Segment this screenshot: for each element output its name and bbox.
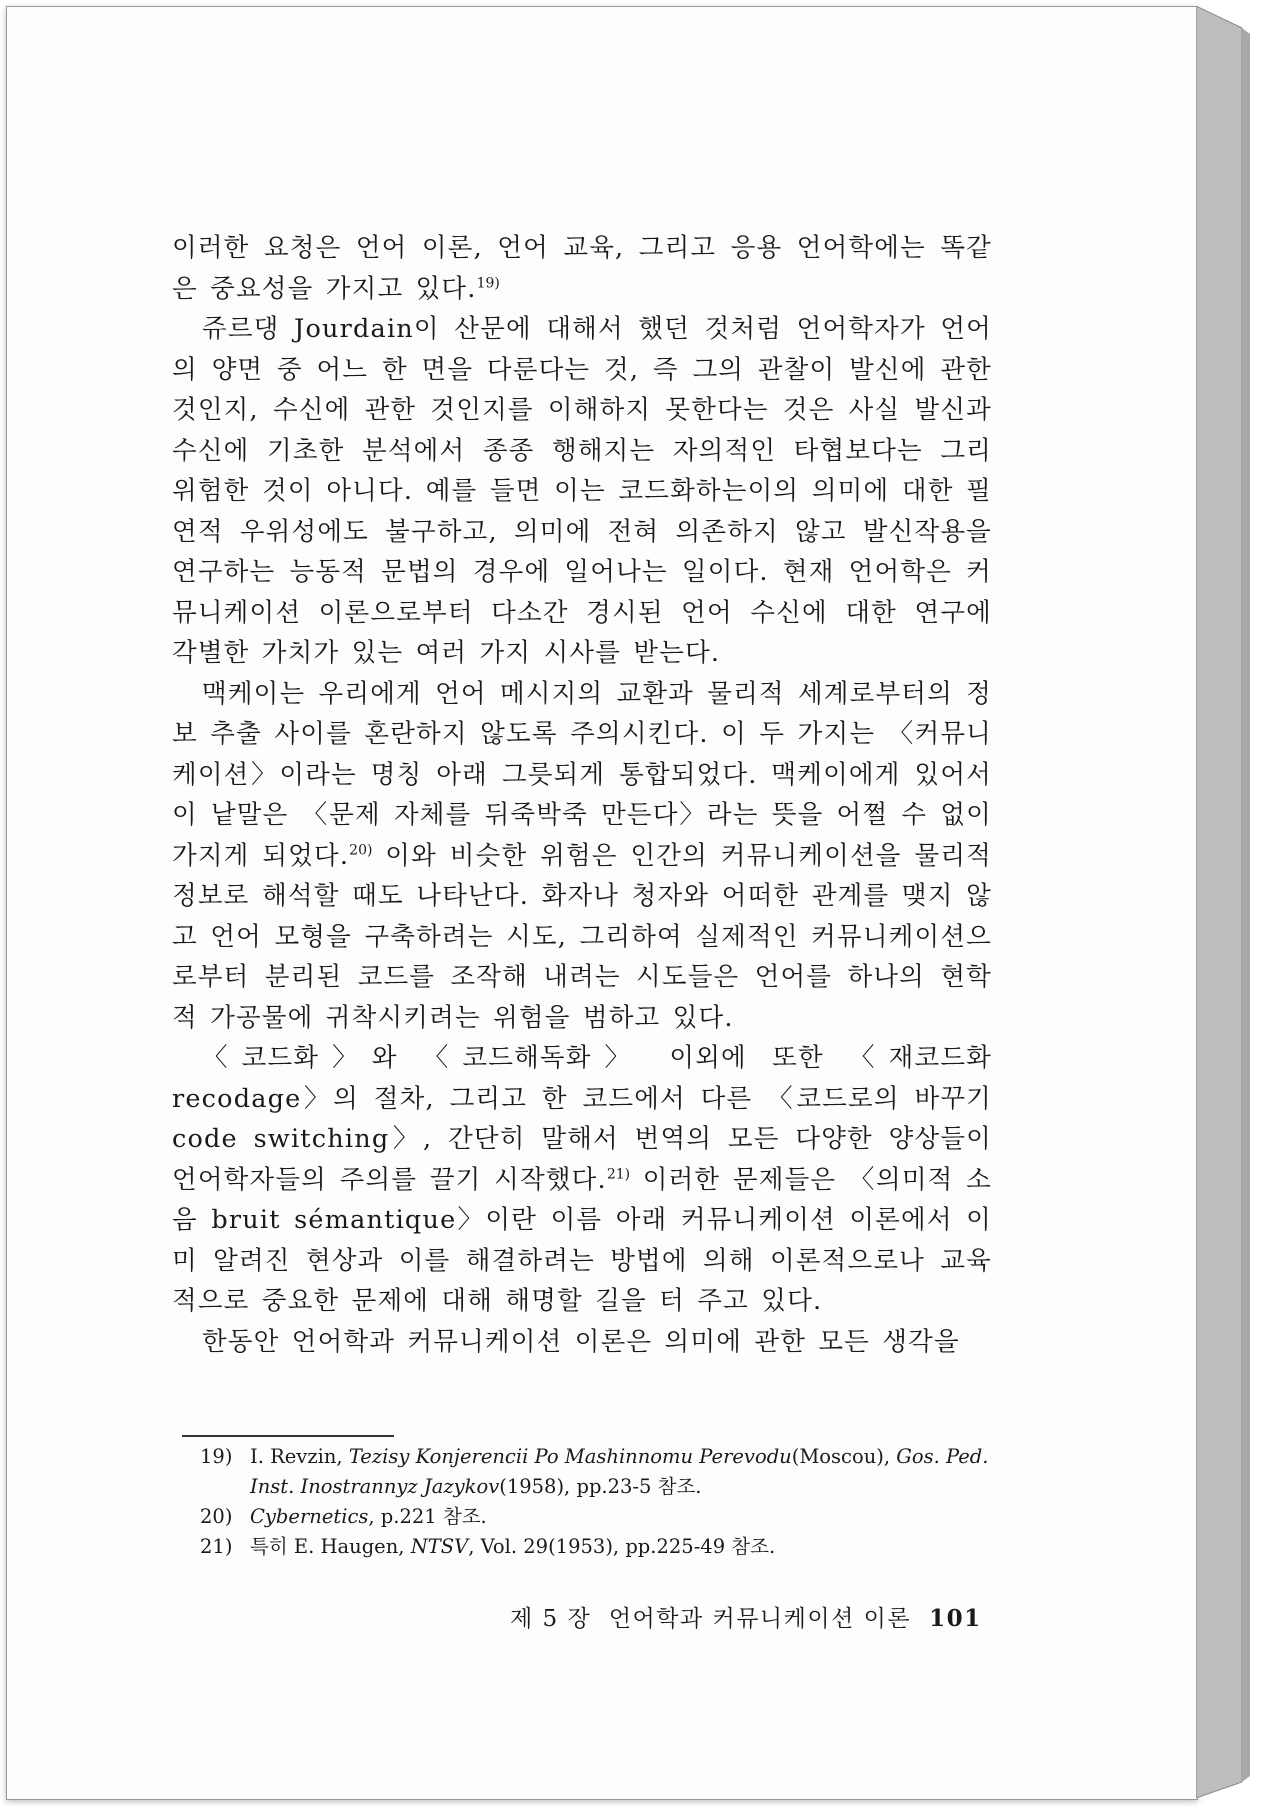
paragraph-4: 〈코드화〉와 〈코드해독화〉 이외에 또한 〈재코드화 recodage〉의 절차, 그리고 한 코드에서 다른 〈코드로의 바꾸기 code switching〉, 간단히 말해서 번역의 모든 다양한 양상들이 언어학자들의 주의를 끌기 시작했다.$^{21)}$ 이러한 문제들은 〈의미적 소음 bruit sémantique〉이란 이름 아래 커뮤니케이션 이론에서 이미 알려진 현상과 이를 해결하려는 방법에 의해 이론적으로나 교육적으로 중요한 문제에 대해 해명할 길을 터 주고 있다. <box>172 1043 992 1316</box>
footnote-ref-19: 19) <box>476 275 500 291</box>
paragraph-5: 한동안 언어학과 커뮤니케이션 이론은 의미에 관한 모든 생각을 <box>202 1326 960 1357</box>
paragraph-1: 이러한 요청은 언어 이론, 언어 교육, 그리고 응용 언어학에는 똑같은 중요성을 가지고 있다.$^{19)}$ <box>172 233 992 304</box>
footnote-21: 21) 특히 E. Haugen, NTSV, Vol. 29(1953), pp.225-49 참조. <box>200 1535 776 1558</box>
body-text <box>172 228 992 1362</box>
footnote-ref-21: 21) <box>606 1166 631 1182</box>
footnote-20: 20) Cybernetics, p.221 참조. <box>200 1505 487 1528</box>
paragraph-3: 맥케이는 우리에게 언어 메시지의 교환과 물리적 세계로부터의 정보 추출 사이를 혼란하지 않도록 주의시킨다. 이 두 가지는 〈커뮤니케이션〉이라는 명칭 아래 그릇되게 통합되었다. 맥케이에게 있어서 이 낱말은 〈문제 자체를 뒤죽박죽 만든다〉라는 뜻을 어쩔 수 없이 가지게 되었다.$^{20)}$ 이와 비슷한 위험은 인간의 커뮤니케이션을 물리적 정보로 해석할 때도 나타난다. 화자나 청자와 어떠한 관계를 맺지 않고 언어 모형을 구축하려는 시도, 그리하여 실제적인 커뮤니케이션으로부터 분리된 코드를 조작해 내려는 시도들은 언어를 하나의 현학적 가공물에 귀착시키려는 위험을 범하고 있다. <box>172 678 992 1033</box>
chapter-title: 제 5 장 언어학과 커뮤니케이션 이론 <box>510 1606 912 1632</box>
footnote-divider <box>182 1435 394 1437</box>
footnote-19: 19) I. Revzin, Tezisy Konjerencii Po Mashinnomu Perevodu(Moscou), Gos. Ped. Inst. Inostrannyz Jazykov(1958), pp.23-5 참조. <box>200 1445 989 1498</box>
running-footer <box>510 1600 1010 1633</box>
footnote-ref-20: 20) <box>349 842 373 858</box>
page-number: 101 <box>929 1605 982 1632</box>
page-edge <box>1196 6 1256 1798</box>
footnotes <box>200 1442 1000 1562</box>
paragraph-2: 쥬르댕 Jourdain이 산문에 대해서 했던 것처럼 언어학자가 언어의 양면 중 어느 한 면을 다룬다는 것, 즉 그의 관찰이 발신에 관한 것인지, 수신에 관한 것인지를 이해하지 못한다는 것은 사실 발신과 수신에 기초한 분석에서 종종 행해지는 자의적인 타협보다는 그리 위험한 것이 아니다. 예를 들면 이는 코드화하는이의 의미에 대한 필연적 우위성에도 불구하고, 의미에 전혀 의존하지 않고 발신작용을 연구하는 능동적 문법의 경우에 일어나는 일이다. 현재 언어학은 커뮤니케이션 이론으로부터 다소간 경시된 언어 수신에 대한 연구에 각별한 가치가 있는 여러 가지 시사를 받는다. <box>172 314 992 668</box>
